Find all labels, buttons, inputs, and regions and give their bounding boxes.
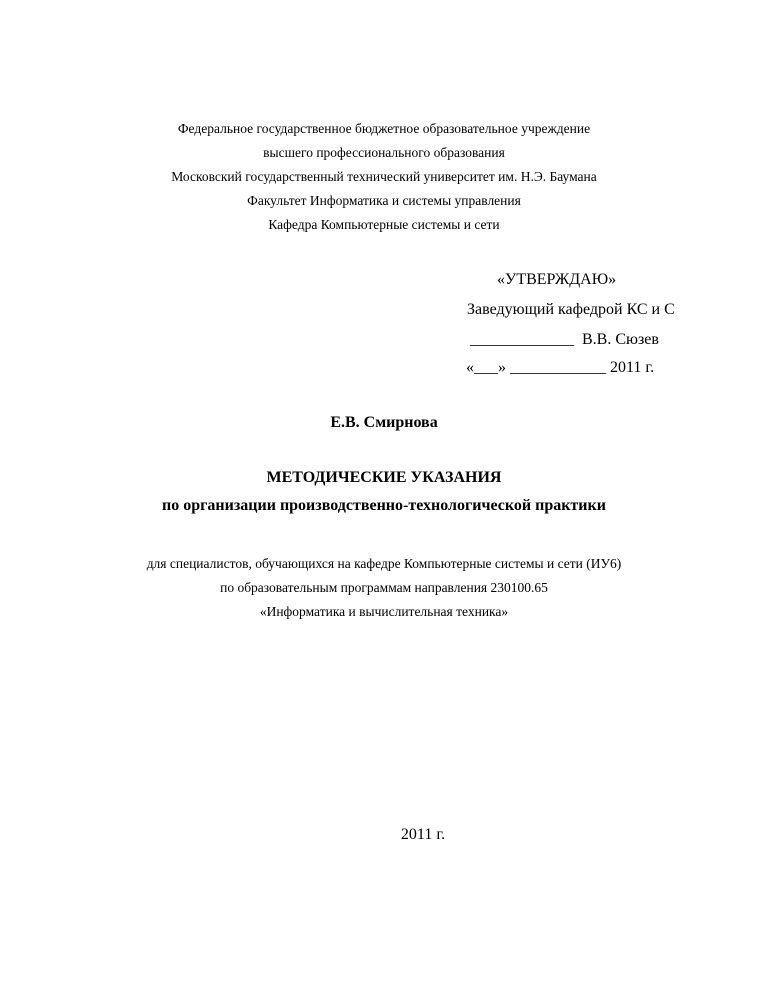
approval-date-line: «___» ____________ 2011 г.: [466, 359, 655, 376]
institution-line-3: Московский государственный технический университет им. Н.Э. Баумана: [171, 169, 597, 184]
author-name: Е.В. Смирнова: [330, 414, 438, 431]
audience-line-1: для специалистов, обучающихся на кафедре Компьютерные системы и сети (ИУ6): [146, 556, 622, 571]
footer-year: 2011 г.: [400, 826, 446, 843]
audience-line-2: по образовательным программам направления 230100.65: [220, 580, 548, 595]
approval-signature-line: _____________ В.В. Сюзев: [470, 331, 659, 348]
approval-position: Заведующий кафедрой КС и С: [467, 301, 675, 318]
document-subtitle: по организации производственно-технологической практики: [162, 497, 606, 514]
audience-line-3: «Информатика и вычислительная техника»: [259, 604, 509, 619]
approval-title: «УТВЕРЖДАЮ»: [497, 271, 617, 288]
institution-line-1: Федеральное государственное бюджетное образовательное учреждение: [177, 121, 591, 136]
institution-line-2: высшего профессионального образования: [263, 145, 505, 160]
document-title: МЕТОДИЧЕСКИЕ УКАЗАНИЯ: [266, 469, 502, 486]
institution-line-4: Факультет Информатика и системы управления: [247, 193, 521, 208]
institution-line-5: Кафедра Компьютерные системы и сети: [268, 217, 500, 232]
